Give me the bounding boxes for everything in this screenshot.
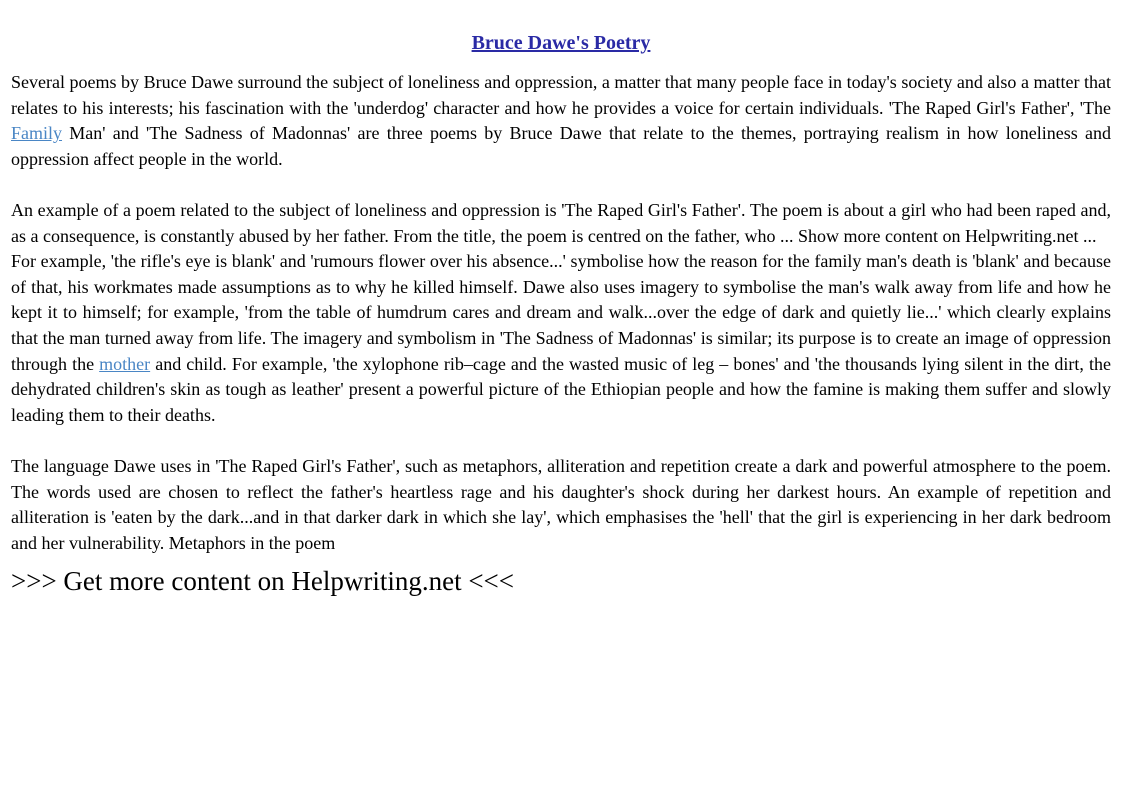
- paragraph-example: An example of a poem related to the subject of loneliness and oppression is 'The Raped Girl's Father'. The poem is about a girl who had been raped and, as a consequence, is constantly abused by her father. From the title, the poem is centred on the father, who ... Show more content on Helpwriting.net ...: [11, 199, 1111, 246]
- family-link[interactable]: Family: [11, 123, 63, 144]
- paragraph-intro-text-a: Several poems by Bruce Dawe surround the subject of loneliness and oppression, a matter that many people face in today's society and also a matter that relates to his interests; his fascination with the 'underdog' character and how he provides a voice for certain individuals. 'The Raped Girl's Father', 'The: [11, 72, 1111, 118]
- paragraph-imagery-text-b: and child. For example, 'the xylophone rib–cage and the wasted music of leg – bones' and 'the thousands lying silent in the dirt, the dehydrated children's skin as tough as leather' present a powerful picture of the Ethiopian people and how the famine is making them suffer and slowly leading them to their deaths.: [11, 353, 1111, 425]
- paragraph-gap: [11, 428, 1111, 454]
- page-title: [11, 30, 1111, 56]
- paragraph-intro: [11, 70, 1111, 172]
- paragraph-imagery-text-a: For example, 'the rifle's eye is blank' and 'rumours flower over his absence...' symbolise how the reason for the family man's death is 'blank' and because of that, his workmates made assumptions as to why he killed himself. Dawe also uses imagery to symbolise the man's walk away from life and how he kept it to himself; for example, 'from the table of humdrum cares and dream and walk...over the edge of dark and quietly lie...' which clearly explains that the man turned away from life. The imagery and symbolism in 'The Sadness of Madonnas' is similar; its purpose is to create an image of oppression through the: [11, 251, 1111, 374]
- mother-link[interactable]: mother: [99, 353, 151, 374]
- document-body: [11, 30, 1111, 598]
- more-content-link[interactable]: >>> Get more content on Helpwriting.net <<<: [11, 566, 515, 597]
- paragraph-language: The language Dawe uses in 'The Raped Girl's Father', such as metaphors, alliteration and repetition create a dark and powerful atmosphere to the poem. The words used are chosen to reflect the father's heartless rage and his daughter's shock during her darkest hours. An example of repetition and alliteration is 'eaten by the dark...and in that darker dark in which she lay', which emphasises the 'hell' that the girl is experiencing in her dark bedroom and her vulnerability. Metaphors in the poem: [11, 455, 1111, 553]
- paragraph-gap: [11, 172, 1111, 198]
- paragraph-imagery: [11, 249, 1111, 428]
- title-link[interactable]: Bruce Dawe's Poetry: [471, 32, 651, 54]
- paragraph-intro-text-b: Man' and 'The Sadness of Madonnas' are three poems by Bruce Dawe that relate to the themes, portraying realism in how loneliness and oppression affect people in the world.: [11, 123, 1111, 169]
